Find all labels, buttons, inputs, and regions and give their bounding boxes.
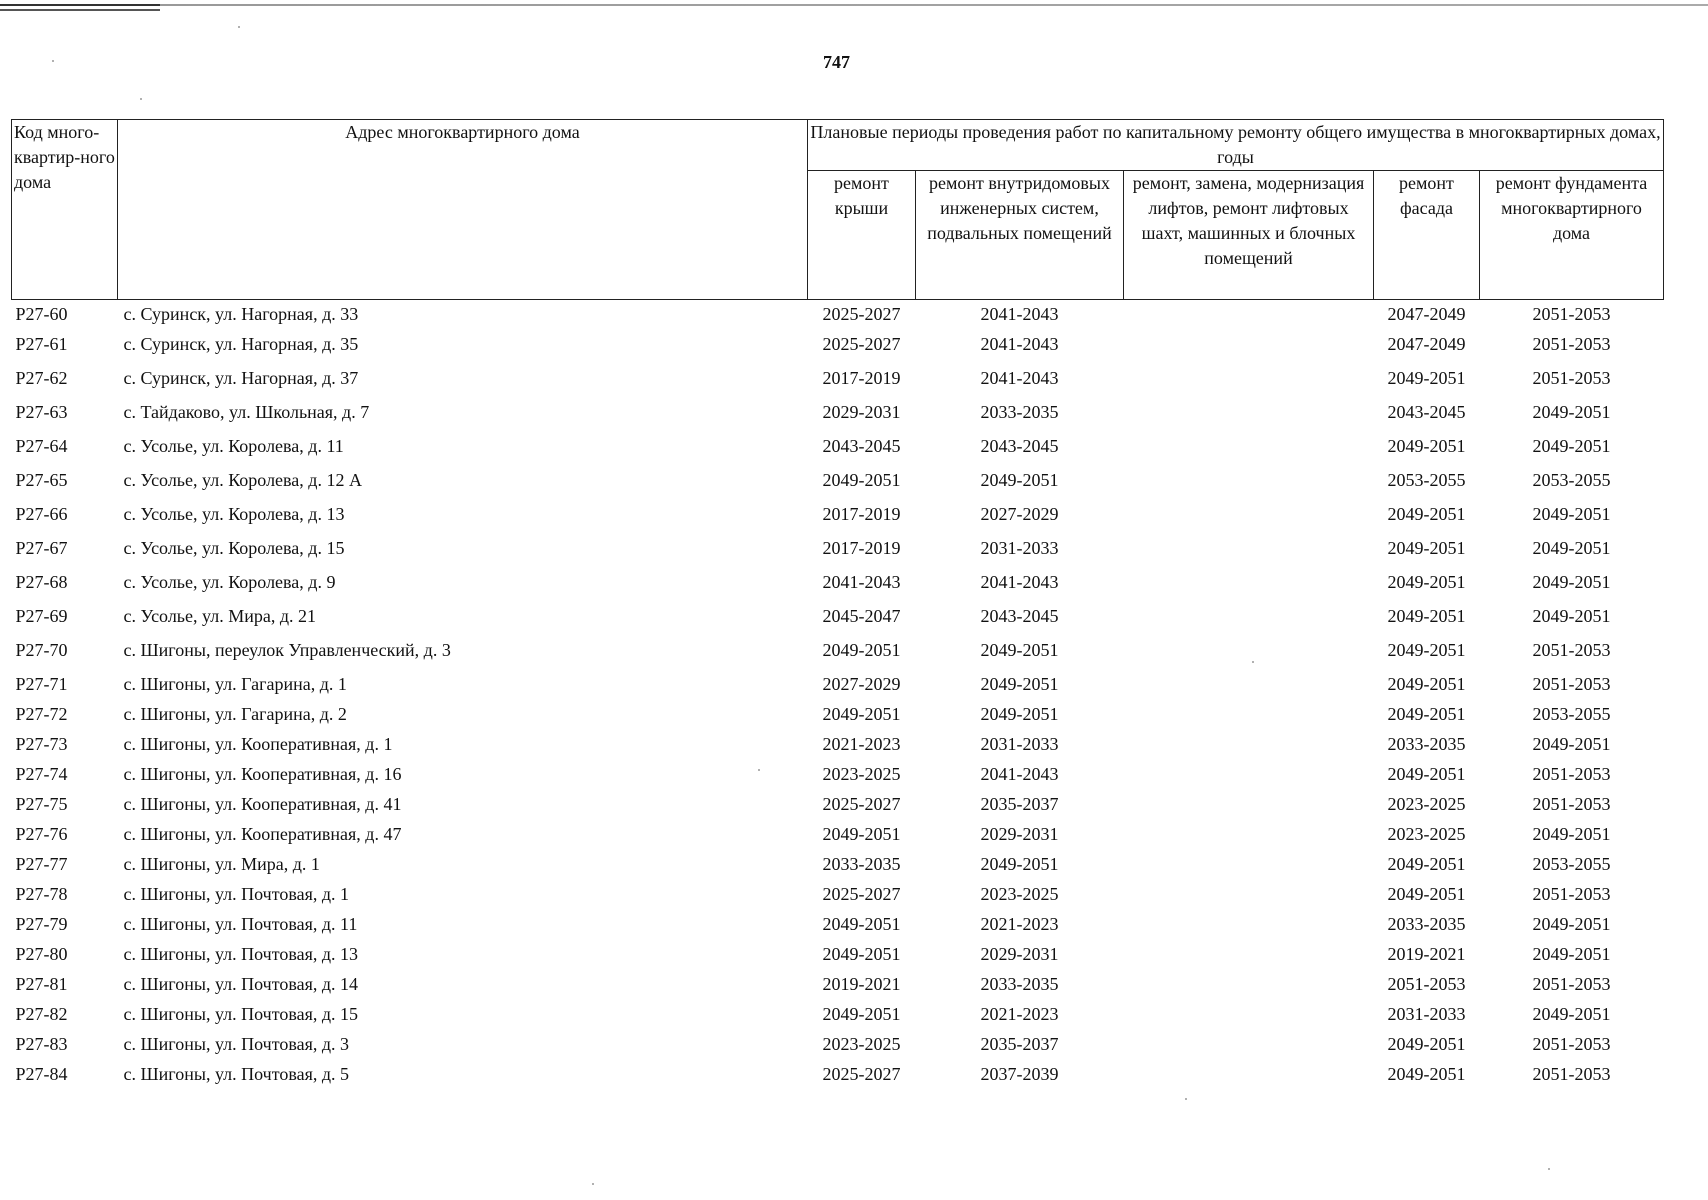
cell-engineering: 2029-2031	[980, 824, 1059, 844]
cell-elevators	[1124, 502, 1374, 536]
cell-address: с. Шигоны, переулок Управленческий, д. 3	[123, 640, 451, 660]
cell-roof: 2023-2025	[822, 764, 901, 784]
cell-facade: 2049-2051	[1387, 504, 1466, 524]
table-row	[12, 570, 1664, 604]
cell-facade: 2053-2055	[1387, 470, 1466, 490]
cell-facade: 2049-2051	[1387, 704, 1466, 724]
cell-code: P27-74	[15, 764, 68, 784]
table-row	[12, 434, 1664, 468]
scan-speck	[758, 769, 760, 771]
cell-roof: 2023-2025	[822, 1034, 901, 1054]
cell-code: P27-77	[15, 854, 68, 874]
table-row	[12, 912, 1664, 942]
table-row	[12, 672, 1664, 702]
cell-engineering: 2037-2039	[980, 1064, 1059, 1084]
cell-address: с. Усолье, ул. Королева, д. 11	[123, 436, 344, 456]
cell-roof: 2025-2027	[822, 334, 901, 354]
cell-engineering: 2049-2051	[980, 640, 1059, 660]
cell-roof: 2049-2051	[822, 704, 901, 724]
cell-elevators	[1124, 638, 1374, 672]
cell-foundation: 2049-2051	[1532, 1004, 1611, 1024]
cell-foundation: 2053-2055	[1532, 854, 1611, 874]
table-row	[12, 972, 1664, 1002]
cell-roof: 2025-2027	[822, 794, 901, 814]
cell-elevators	[1124, 912, 1374, 942]
scan-speck	[1252, 661, 1254, 663]
cell-elevators	[1124, 468, 1374, 502]
cell-foundation: 2051-2053	[1532, 1064, 1611, 1084]
cell-roof: 2019-2021	[822, 974, 901, 994]
cell-address: с. Усолье, ул. Королева, д. 13	[123, 504, 345, 524]
cell-roof: 2027-2029	[822, 674, 901, 694]
table-row	[12, 1062, 1664, 1092]
table-row	[12, 502, 1664, 536]
cell-elevators	[1124, 332, 1374, 366]
table-row	[12, 792, 1664, 822]
page-number: 747	[823, 52, 850, 72]
cell-elevators	[1124, 300, 1374, 333]
table-row	[12, 762, 1664, 792]
table-row	[12, 300, 1664, 333]
table-row	[12, 702, 1664, 732]
cell-code: P27-72	[15, 704, 68, 724]
cell-code: P27-70	[15, 640, 68, 660]
cell-roof: 2049-2051	[822, 914, 901, 934]
cell-engineering: 2033-2035	[980, 974, 1059, 994]
cell-address: с. Шигоны, ул. Почтовая, д. 11	[123, 914, 358, 934]
cell-code: P27-67	[15, 538, 68, 558]
cell-roof: 2025-2027	[822, 304, 901, 324]
table-row	[12, 468, 1664, 502]
cell-facade: 2049-2051	[1387, 640, 1466, 660]
cell-address: с. Шигоны, ул. Гагарина, д. 2	[123, 704, 347, 724]
cell-facade: 2051-2053	[1387, 974, 1466, 994]
table-row	[12, 1032, 1664, 1062]
cell-facade: 2049-2051	[1387, 436, 1466, 456]
cell-engineering: 2021-2023	[980, 1004, 1059, 1024]
table-body	[12, 300, 1664, 1093]
cell-foundation: 2049-2051	[1532, 572, 1611, 592]
cell-facade: 2033-2035	[1387, 914, 1466, 934]
cell-code: P27-79	[15, 914, 68, 934]
cell-address: с. Шигоны, ул. Почтовая, д. 15	[123, 1004, 359, 1024]
repair-schedule-table	[11, 119, 1664, 1092]
cell-address: с. Шигоны, ул. Почтовая, д. 5	[123, 1064, 350, 1084]
cell-foundation: 2051-2053	[1532, 368, 1611, 388]
cell-elevators	[1124, 732, 1374, 762]
cell-facade: 2049-2051	[1387, 1034, 1466, 1054]
cell-roof: 2025-2027	[822, 1064, 901, 1084]
cell-roof: 2041-2043	[822, 572, 901, 592]
cell-address: с. Усолье, ул. Королева, д. 9	[123, 572, 336, 592]
cell-engineering: 2041-2043	[980, 764, 1059, 784]
cell-facade: 2047-2049	[1387, 304, 1466, 324]
cell-engineering: 2031-2033	[980, 734, 1059, 754]
cell-foundation: 2049-2051	[1532, 606, 1611, 626]
cell-foundation: 2051-2053	[1532, 794, 1611, 814]
header-foundation: ремонт фундамента многоквартирного дома	[1480, 171, 1664, 300]
cell-engineering: 2049-2051	[980, 704, 1059, 724]
scan-speck	[592, 1183, 594, 1185]
table-row	[12, 536, 1664, 570]
cell-address: с. Шигоны, ул. Кооперативная, д. 1	[123, 734, 393, 754]
cell-engineering: 2041-2043	[980, 368, 1059, 388]
cell-roof: 2049-2051	[822, 1004, 901, 1024]
cell-elevators	[1124, 366, 1374, 400]
cell-elevators	[1124, 822, 1374, 852]
cell-facade: 2049-2051	[1387, 884, 1466, 904]
cell-facade: 2049-2051	[1387, 606, 1466, 626]
cell-engineering: 2049-2051	[980, 674, 1059, 694]
cell-facade: 2049-2051	[1387, 854, 1466, 874]
header-engineering: ремонт внутридомовых инженерных систем, подвальных помещений	[916, 171, 1124, 300]
cell-roof: 2017-2019	[822, 504, 901, 524]
table-row	[12, 638, 1664, 672]
cell-code: P27-66	[15, 504, 68, 524]
scan-speck	[1548, 1168, 1550, 1170]
cell-foundation: 2051-2053	[1532, 334, 1611, 354]
table-row	[12, 400, 1664, 434]
cell-elevators	[1124, 762, 1374, 792]
cell-engineering: 2021-2023	[980, 914, 1059, 934]
cell-elevators	[1124, 604, 1374, 638]
scan-speck	[52, 60, 54, 62]
cell-foundation: 2051-2053	[1532, 640, 1611, 660]
table-row	[12, 852, 1664, 882]
cell-engineering: 2027-2029	[980, 504, 1059, 524]
cell-code: P27-73	[15, 734, 68, 754]
cell-roof: 2017-2019	[822, 538, 901, 558]
cell-elevators	[1124, 570, 1374, 604]
cell-roof: 2025-2027	[822, 884, 901, 904]
cell-code: P27-68	[15, 572, 68, 592]
cell-engineering: 2041-2043	[980, 572, 1059, 592]
cell-elevators	[1124, 672, 1374, 702]
cell-facade: 2049-2051	[1387, 538, 1466, 558]
scan-speck	[140, 98, 142, 100]
table-row	[12, 604, 1664, 638]
cell-engineering: 2043-2045	[980, 436, 1059, 456]
cell-address: с. Шигоны, ул. Почтовая, д. 1	[123, 884, 350, 904]
cell-engineering: 2023-2025	[980, 884, 1059, 904]
table-row	[12, 882, 1664, 912]
cell-address: с. Шигоны, ул. Мира, д. 1	[123, 854, 320, 874]
cell-foundation: 2051-2053	[1532, 1034, 1611, 1054]
cell-elevators	[1124, 792, 1374, 822]
cell-code: P27-83	[15, 1034, 68, 1054]
cell-facade: 2049-2051	[1387, 572, 1466, 592]
scan-border-mark	[0, 9, 160, 11]
cell-address: с. Шигоны, ул. Почтовая, д. 3	[123, 1034, 350, 1054]
cell-roof: 2045-2047	[822, 606, 901, 626]
cell-engineering: 2041-2043	[980, 304, 1059, 324]
cell-elevators	[1124, 972, 1374, 1002]
cell-address: с. Усолье, ул. Мира, д. 21	[123, 606, 316, 626]
cell-engineering: 2029-2031	[980, 944, 1059, 964]
cell-foundation: 2051-2053	[1532, 304, 1611, 324]
cell-code: P27-62	[15, 368, 68, 388]
cell-engineering: 2049-2051	[980, 470, 1059, 490]
table-row	[12, 366, 1664, 400]
table-row	[12, 822, 1664, 852]
cell-roof: 2043-2045	[822, 436, 901, 456]
cell-address: с. Усолье, ул. Королева, д. 12 А	[123, 470, 362, 490]
cell-foundation: 2051-2053	[1532, 974, 1611, 994]
cell-code: P27-60	[15, 304, 68, 324]
cell-address: с. Суринск, ул. Нагорная, д. 35	[123, 334, 359, 354]
cell-engineering: 2033-2035	[980, 402, 1059, 422]
cell-foundation: 2049-2051	[1532, 824, 1611, 844]
cell-roof: 2049-2051	[822, 470, 901, 490]
cell-code: P27-80	[15, 944, 68, 964]
cell-address: с. Шигоны, ул. Гагарина, д. 1	[123, 674, 347, 694]
cell-elevators	[1124, 1002, 1374, 1032]
cell-facade: 2049-2051	[1387, 1064, 1466, 1084]
cell-facade: 2023-2025	[1387, 824, 1466, 844]
cell-facade: 2049-2051	[1387, 674, 1466, 694]
cell-code: P27-84	[15, 1064, 68, 1084]
cell-foundation: 2049-2051	[1532, 402, 1611, 422]
cell-foundation: 2049-2051	[1532, 734, 1611, 754]
cell-facade: 2049-2051	[1387, 764, 1466, 784]
table-row	[12, 942, 1664, 972]
cell-address: с. Усолье, ул. Королева, д. 15	[123, 538, 345, 558]
cell-facade: 2031-2033	[1387, 1004, 1466, 1024]
cell-facade: 2043-2045	[1387, 402, 1466, 422]
scan-speck	[238, 26, 240, 28]
cell-facade: 2049-2051	[1387, 368, 1466, 388]
header-code: Код много-квартир-ного дома	[12, 120, 118, 300]
cell-code: P27-75	[15, 794, 68, 814]
cell-roof: 2049-2051	[822, 944, 901, 964]
header-facade: ремонт фасада	[1374, 171, 1480, 300]
cell-elevators	[1124, 536, 1374, 570]
cell-foundation: 2049-2051	[1532, 504, 1611, 524]
cell-roof: 2049-2051	[822, 824, 901, 844]
cell-elevators	[1124, 1062, 1374, 1092]
cell-facade: 2023-2025	[1387, 794, 1466, 814]
cell-foundation: 2049-2051	[1532, 436, 1611, 456]
cell-roof: 2029-2031	[822, 402, 901, 422]
cell-code: P27-82	[15, 1004, 68, 1024]
cell-address: с. Шигоны, ул. Почтовая, д. 13	[123, 944, 359, 964]
cell-address: с. Шигоны, ул. Кооперативная, д. 47	[123, 824, 402, 844]
cell-address: с. Шигоны, ул. Кооперативная, д. 16	[123, 764, 402, 784]
cell-engineering: 2041-2043	[980, 334, 1059, 354]
cell-code: P27-63	[15, 402, 68, 422]
cell-code: P27-64	[15, 436, 68, 456]
cell-elevators	[1124, 852, 1374, 882]
header-roof: ремонт крыши	[808, 171, 916, 300]
cell-elevators	[1124, 882, 1374, 912]
cell-roof: 2049-2051	[822, 640, 901, 660]
cell-foundation: 2049-2051	[1532, 914, 1611, 934]
cell-foundation: 2051-2053	[1532, 884, 1611, 904]
header-address: Адрес многоквартирного дома	[118, 120, 808, 300]
header-periods-group: Плановые периоды проведения работ по капитальному ремонту общего имущества в многоквартирных домах, годы	[808, 120, 1664, 171]
cell-elevators	[1124, 434, 1374, 468]
cell-code: P27-78	[15, 884, 68, 904]
cell-foundation: 2051-2053	[1532, 764, 1611, 784]
cell-code: P27-76	[15, 824, 68, 844]
cell-roof: 2033-2035	[822, 854, 901, 874]
cell-foundation: 2053-2055	[1532, 704, 1611, 724]
cell-foundation: 2049-2051	[1532, 538, 1611, 558]
table-row	[12, 732, 1664, 762]
cell-foundation: 2051-2053	[1532, 674, 1611, 694]
cell-facade: 2047-2049	[1387, 334, 1466, 354]
cell-foundation: 2049-2051	[1532, 944, 1611, 964]
table-row	[12, 1002, 1664, 1032]
cell-elevators	[1124, 942, 1374, 972]
cell-elevators	[1124, 1032, 1374, 1062]
scan-speck	[1185, 1098, 1187, 1100]
cell-address: с. Суринск, ул. Нагорная, д. 33	[123, 304, 359, 324]
cell-engineering: 2031-2033	[980, 538, 1059, 558]
cell-address: с. Шигоны, ул. Кооперативная, д. 41	[123, 794, 402, 814]
cell-code: P27-71	[15, 674, 68, 694]
cell-code: P27-61	[15, 334, 68, 354]
cell-engineering: 2049-2051	[980, 854, 1059, 874]
cell-code: P27-69	[15, 606, 68, 626]
cell-code: P27-81	[15, 974, 68, 994]
table-header	[12, 120, 1664, 300]
cell-elevators	[1124, 702, 1374, 732]
cell-roof: 2021-2023	[822, 734, 901, 754]
cell-engineering: 2035-2037	[980, 794, 1059, 814]
header-elevators: ремонт, замена, модернизация лифтов, ремонт лифтовых шахт, машинных и блочных помещений	[1124, 171, 1374, 300]
cell-address: с. Шигоны, ул. Почтовая, д. 14	[123, 974, 359, 994]
cell-engineering: 2035-2037	[980, 1034, 1059, 1054]
cell-foundation: 2053-2055	[1532, 470, 1611, 490]
cell-facade: 2033-2035	[1387, 734, 1466, 754]
cell-elevators	[1124, 400, 1374, 434]
cell-address: с. Суринск, ул. Нагорная, д. 37	[123, 368, 359, 388]
cell-facade: 2019-2021	[1387, 944, 1466, 964]
cell-roof: 2017-2019	[822, 368, 901, 388]
cell-address: с. Тайдаково, ул. Школьная, д. 7	[123, 402, 370, 422]
cell-code: P27-65	[15, 470, 68, 490]
table-row	[12, 332, 1664, 366]
cell-engineering: 2043-2045	[980, 606, 1059, 626]
scan-border-line	[0, 4, 1708, 6]
